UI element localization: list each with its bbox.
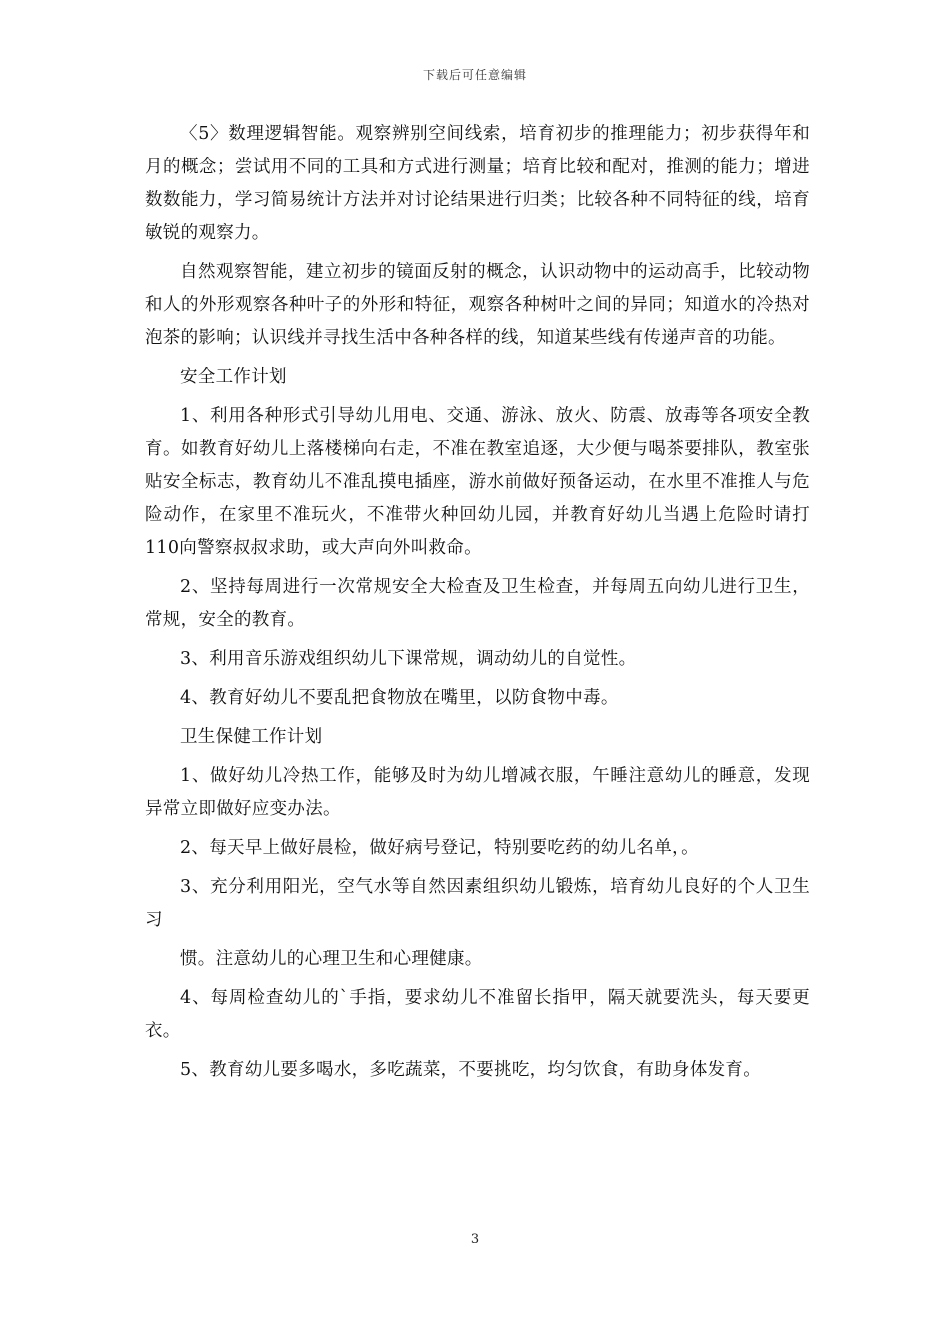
paragraph-health-1: 1、做好幼儿冷热工作，能够及时为幼儿增减衣服，午睡注意幼儿的睡意，发现异常立即做好应变办法。	[145, 766, 810, 819]
paragraph-health-2: 2、每天早上做好晨检，做好病号登记，特别要吃药的幼儿名单，。	[180, 838, 699, 858]
section-heading-safety: 安全工作计划	[180, 367, 287, 387]
paragraph-safety-1: 1、利用各种形式引导幼儿用电、交通、游泳、放火、防震、放毒等各项安全教育。如教育好幼儿上落楼梯向右走，不准在教室追逐，大少便与喝茶要排队，教室张贴安全标志，教育幼儿不准乱摸电插座，游水前做好预备运动，在水里不准推人与危险动作，在家里不准玩火，不准带火种回幼儿园，并教育好幼儿当遇上危险时请打110向警察叔叔求助，或大声向外叫救命。	[145, 406, 810, 558]
paragraph-safety-2: 2、坚持每周进行一次常规安全大检查及卫生检查，并每周五向幼儿进行卫生，常规，安全的教育。	[145, 577, 810, 630]
paragraph-health-5: 5、教育幼儿要多喝水，多吃蔬菜，不要挑吃，均匀饮食，有助身体发育。	[180, 1060, 762, 1080]
document-body	[145, 118, 810, 1093]
page-number: 3	[470, 1232, 480, 1247]
section-heading-health: 卫生保健工作计划	[180, 727, 323, 747]
paragraph-health-3: 3、充分利用阳光，空气水等自然因素组织幼儿锻炼，培育幼儿良好的个人卫生习	[145, 877, 810, 930]
paragraph-safety-3: 3、利用音乐游戏组织幼儿下课常规，调动幼儿的自觉性。	[180, 649, 637, 669]
paragraph-health-3-continued: 惯。注意幼儿的心理卫生和心理健康。	[180, 949, 483, 969]
paragraph-health-4: 4、每周检查幼儿的`手指，要求幼儿不准留长指甲，隔天就要洗头，每天要更衣。	[145, 988, 810, 1041]
paragraph-nature-intelligence: 自然观察智能，建立初步的镜面反射的概念，认识动物中的运动高手，比较动物和人的外形观察各种叶子的外形和特征，观察各种树叶之间的异同；知道水的冷热对泡茶的影响；认识线并寻找生活中各种各样的线，知道某些线有传递声音的功能。	[145, 262, 810, 348]
paragraph-logic-intelligence: 〈5〉数理逻辑智能。观察辨别空间线索，培育初步的推理能力；初步获得年和月的概念；尝试用不同的工具和方式进行测量；培育比较和配对，推测的能力；增进数数能力，学习简易统计方法并对讨论结果进行归类；比较各种不同特征的线，培育敏锐的观察力。	[145, 124, 810, 243]
page-header: 下载后可任意编辑	[422, 68, 527, 82]
paragraph-safety-4: 4、教育好幼儿不要乱把食物放在嘴里，以防食物中毒。	[180, 688, 619, 708]
